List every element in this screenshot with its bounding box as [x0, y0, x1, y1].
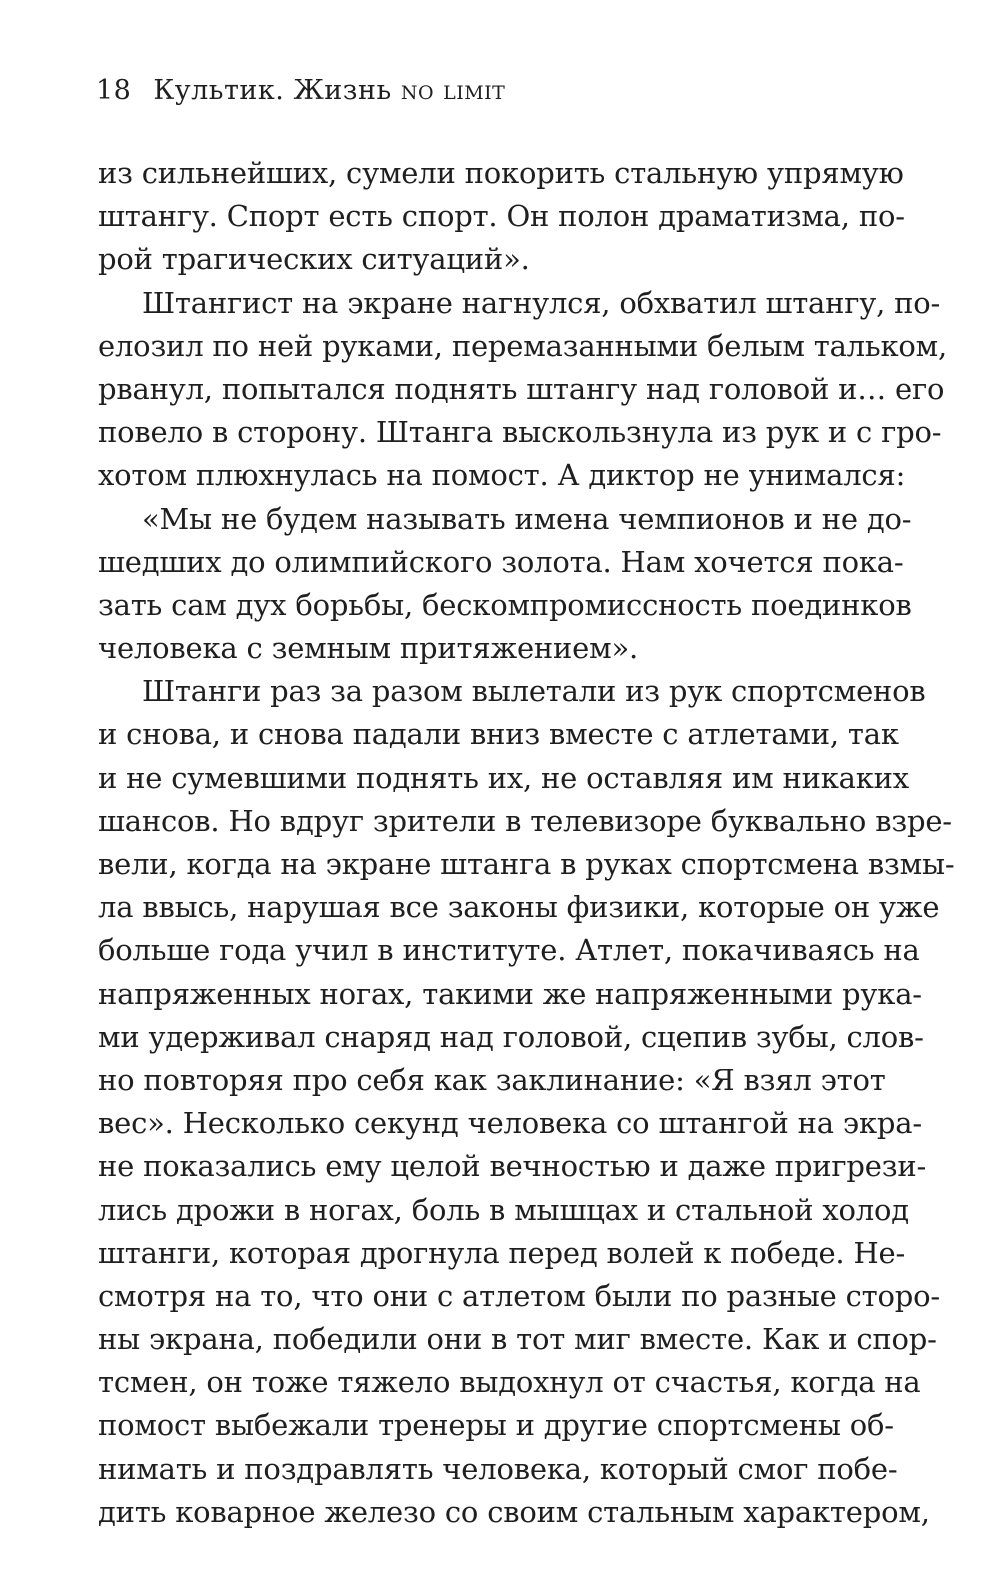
text-line: шансов. Но вдруг зрители в телевизоре буквально взре-	[98, 803, 952, 838]
text-line: но повторяя про себя как заклинание: «Я взял этот	[98, 1062, 886, 1097]
text-line: нимать и поздравлять человека, который смог побе-	[98, 1451, 898, 1486]
running-head-title: Культик. Жизнь	[153, 75, 392, 106]
text-line: человека с земным притяжением».	[98, 631, 639, 666]
text-line: напряженных ногах, такими же напряженными рука-	[98, 976, 922, 1011]
text-line: хотом плюхнулась на помост. А диктор не унимался:	[98, 458, 906, 493]
running-head	[96, 74, 505, 108]
text-line: ми удерживал снаряд над головой, сцепив зубы, слов-	[98, 1019, 924, 1054]
text-line: тсмен, он тоже тяжело выдохнул от счастья, когда на	[98, 1365, 921, 1400]
running-head-title-small-caps: no limit	[400, 75, 506, 106]
text-line: лись дрожи в ногах, боль в мышцах и стальной холод	[98, 1192, 909, 1227]
text-line: рванул, попытался поднять штангу над головой и… его	[98, 371, 945, 406]
text-line: «Мы не будем называть имена чемпионов и не до-	[142, 501, 912, 536]
text-line: и не сумевшими поднять их, не оставляя им никаких	[98, 760, 909, 795]
text-line: и снова, и снова падали вниз вместе с атлетами, так	[98, 717, 899, 752]
text-line: елозил по ней руками, перемазанными белым тальком,	[98, 328, 948, 363]
text-line: ны экрана, победили они в тот миг вместе. Как и спор-	[98, 1322, 937, 1357]
text-line: не показались ему целой вечностью и даже пригрези-	[98, 1149, 927, 1184]
page-number: 18	[96, 75, 132, 106]
text-line: вели, когда на экране штанга в руках спортсмена взмы-	[98, 847, 955, 881]
text-line: штанги, которая дрогнула перед волей к победе. Не-	[98, 1235, 906, 1270]
text-line: из сильнейших, сумели покорить стальную упрямую	[98, 156, 904, 190]
text-line: шедших до олимпийского золота. Нам хочется пока-	[98, 544, 904, 579]
text-line: зать сам дух борьбы, бескомпромиссность поединков	[98, 587, 912, 622]
text-line: Штанги раз за разом вылетали из рук спортсменов	[142, 674, 926, 709]
text-line: Штангист на экране нагнулся, обхватил штангу, по-	[142, 285, 941, 320]
text-line: повело в сторону. Штанга выскользнула из рук и с гро-	[98, 415, 942, 450]
text-line: помост выбежали тренеры и другие спортсмены об-	[98, 1408, 894, 1443]
text-line: вес». Несколько секунд человека со штангой на экра-	[98, 1106, 922, 1141]
text-line: дить коварное железо со своим стальным характером,	[98, 1494, 930, 1529]
text-line: рой трагических ситуаций».	[98, 242, 530, 277]
body-text	[98, 152, 955, 1534]
text-line: смотря на то, что они с атлетом были по разные сторо-	[98, 1278, 940, 1313]
text-line: ла ввысь, нарушая все законы физики, которые он уже	[98, 890, 940, 925]
text-line: больше года учил в институте. Атлет, покачиваясь на	[98, 933, 920, 968]
text-line: штангу. Спорт есть спорт. Он полон драматизма, по-	[98, 199, 905, 234]
